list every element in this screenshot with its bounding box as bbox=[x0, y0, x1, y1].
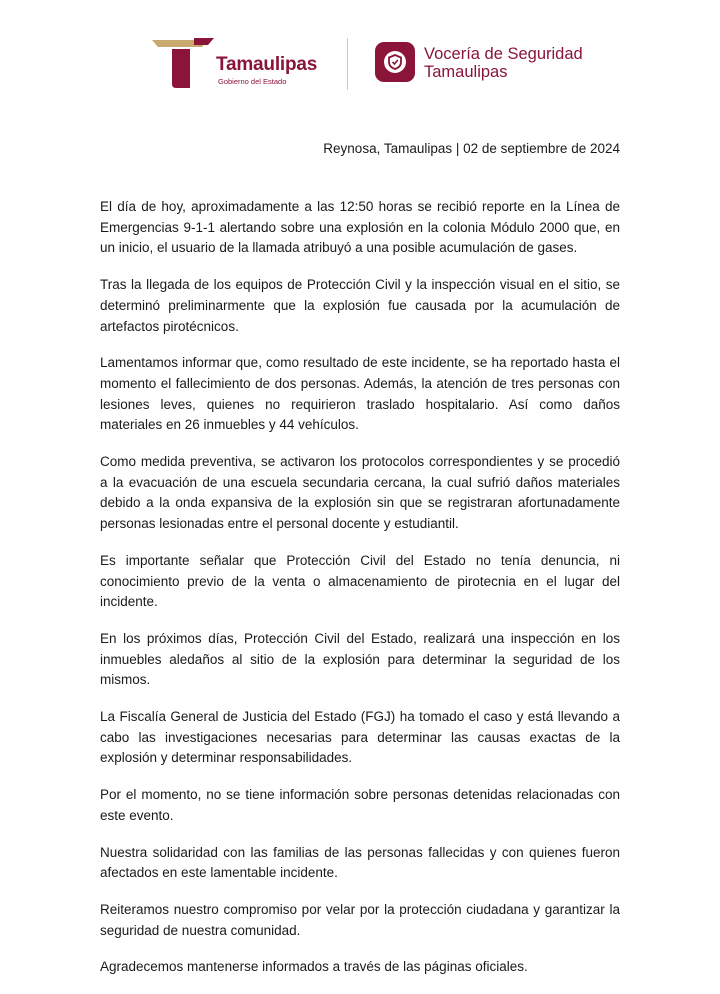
paragraph: Como medida preventiva, se activaron los protocolos correspondientes y se procedió a la evacuación de una escuela secundaria cercana, la cual sufrió daños materiales debido a la onda expansiva de la explosión sin que se registraran afortunadamente personas lesionadas entre el personal docente y estudiantil. bbox=[100, 454, 620, 532]
logo-divider bbox=[347, 38, 348, 90]
tamaulipas-logo bbox=[150, 36, 330, 92]
paragraph: Reiteramos nuestro compromiso por velar por la protección ciudadana y garantizar la seguridad de nuestra comunidad. bbox=[100, 901, 620, 938]
gobierno-subtitle: Gobierno del Estado bbox=[218, 77, 287, 86]
paragraph: En los próximos días, Protección Civil del Estado, realizará una inspección en los inmuebles aledaños al sitio de la explosión para determinar la seguridad de los mismos. bbox=[100, 630, 620, 688]
tamaulipas-t-icon bbox=[150, 36, 216, 92]
paragraph: Nuestra solidaridad con las familias de las personas fallecidas y con quienes fueron afectados en este lamentable incidente. bbox=[100, 844, 620, 881]
voceria-title-line1: Vocería de Seguridad bbox=[424, 45, 583, 63]
paragraph: El día de hoy, aproximadamente a las 12:50 horas se recibió reporte en la Línea de Emergencias 9-1-1 alertando sobre una explosión en la colonia Módulo 2000 que, en un inicio, el usuario de la llamada atribuyó a una posible acumulación de gases. bbox=[100, 199, 620, 256]
paragraph: Lamentamos informar que, como resultado de este incidente, se ha reportado hasta el momento el fallecimiento de dos personas. Además, la atención de tres personas con lesiones leves, quienes no requirieron traslado hospitalario. Así como daños materiales en 26 inmuebles y 44 vehículos. bbox=[100, 355, 620, 433]
dateline: Reynosa, Tamaulipas | 02 de septiembre de 2024 bbox=[323, 141, 620, 156]
press-release-body bbox=[100, 197, 620, 994]
voceria-title-line2: Tamaulipas bbox=[424, 63, 508, 81]
paragraph: Tras la llegada de los equipos de Protección Civil y la inspección visual en el sitio, se determinó preliminarmente que la explosión fue causada por la acumulación de artefactos pirotécnicos. bbox=[100, 277, 620, 334]
letterhead bbox=[150, 36, 610, 92]
voceria-badge-icon bbox=[375, 42, 415, 82]
shield-icon bbox=[388, 54, 402, 70]
tamaulipas-wordmark: Tamaulipas bbox=[216, 54, 318, 75]
paragraph: La Fiscalía General de Justicia del Estado (FGJ) ha tomado el caso y está llevando a cabo las investigaciones necesarias para determinar las causas exactas de la explosión y determinar responsabilidades. bbox=[100, 709, 620, 766]
paragraph: Agradecemos mantenerse informados a través de las páginas oficiales. bbox=[100, 959, 528, 975]
voceria-logo bbox=[375, 42, 615, 86]
paragraph: Es importante señalar que Protección Civil del Estado no tenía denuncia, ni conocimiento previo de la venta o almacenamiento de pirotecnia en el lugar del incidente. bbox=[100, 552, 620, 610]
paragraph: Por el momento, no se tiene información sobre personas detenidas relacionadas con este evento. bbox=[100, 787, 620, 823]
